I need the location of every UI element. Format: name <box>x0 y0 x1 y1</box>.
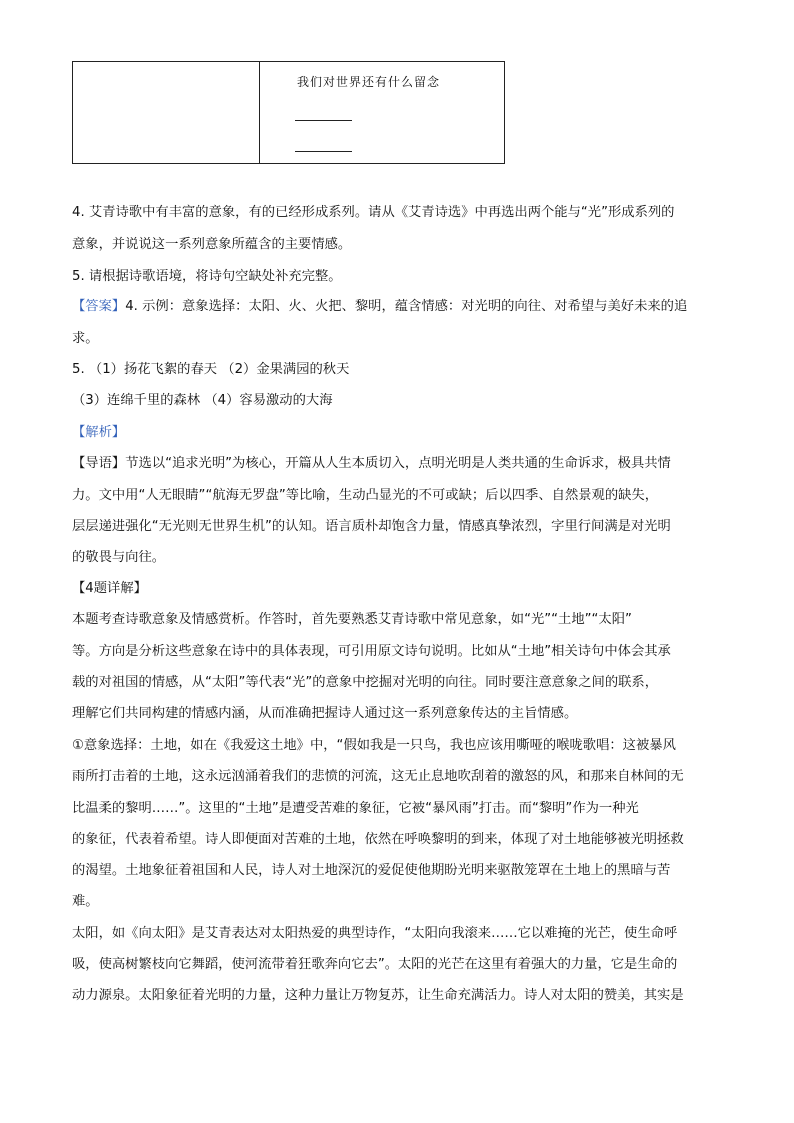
detail-4-line-1: 本题考查诗歌意象及情感赏析。作答时，首先要熟悉艾青诗歌中常见意象，如“光”“土地”“太阳” <box>72 612 632 627</box>
answer-text: 4. 示例：意象选择：太阳、火、火把、黎明，蕴含情感：对光明的向往、对希望与美好未来的追 <box>125 299 688 314</box>
poem-table <box>72 61 505 164</box>
answer-5-line-1: 5. （1）扬花飞絮的春天 （2）金果满园的秋天 <box>72 362 350 377</box>
question-4-line-1: 4. 艾青诗歌中有丰富的意象，有的已经形成系列。请从《艾青诗选》中再选出两个能与“光”形成系列的 <box>72 205 675 220</box>
sun-line-2: 吸，使高树繁枝向它舞蹈，使河流带着狂歌奔向它去”。太阳的光芒在这里有着强大的力量，它是生命的 <box>72 957 678 972</box>
guide-line-1 <box>72 455 671 473</box>
detail-4-line-2: 等。方向是分析这些意象在诗中的具体表现，可引用原文诗句说明。比如从“土地”相关诗句中体会其承 <box>72 644 671 659</box>
land-line-5: 的渴望。土地象征着祖国和人民，诗人对土地深沉的爱促使他期盼光明来驱散笼罩在土地上的黑暗与苦 <box>72 863 671 878</box>
land-line-3: 比温柔的黎明……”。这里的“土地”是遭受苦难的象征，它被“暴风雨”打击。而“黎明”作为一种光 <box>72 801 639 816</box>
detail-4-line-3: 载的对祖国的情感，从“太阳”等代表“光”的意象中挖掘对光明的向往。同时要注意意象之间的联系， <box>72 675 659 690</box>
answer-5-line-2: （3）连绵千里的森林 （4）容易激动的大海 <box>72 393 333 408</box>
land-line-6: 难。 <box>72 894 99 909</box>
land-line-4: 的象征，代表着希望。诗人即便面对苦难的土地，依然在呼唤黎明的到来，体现了对土地能够被光明拯救 <box>72 832 684 847</box>
answer-line-1 <box>72 298 687 316</box>
fill-blank-1 <box>295 120 352 121</box>
detail-4-line-4: 理解它们共同构建的情感内涵，从而准确把握诗人通过这一系列意象传达的主旨情感。 <box>72 706 578 721</box>
detail-4-heading: 【4题详解】 <box>72 581 147 596</box>
land-line-2: 雨所打击着的土地，这永远汹涌着我们的悲愤的河流，这无止息地吹刮着的激怒的风，和那来自林间的无 <box>72 769 684 784</box>
table-right-cell-text: 我们对世界还有什么留念 <box>297 75 441 89</box>
question-4-line-2: 意象，并说说这一系列意象所蕴含的主要情感。 <box>72 237 352 252</box>
sun-line-3: 动力源泉。太阳象征着光明的力量，这种力量让万物复苏，让生命充满活力。诗人对太阳的赞美，其实是 <box>72 988 684 1003</box>
analysis-heading <box>72 424 125 442</box>
analysis-tag: 【解析】 <box>72 425 126 440</box>
question-5-line-1: 5. 请根据诗歌语境，将诗句空缺处补充完整。 <box>72 269 342 284</box>
guide-line-1-text: 节选以“追求光明”为核心，开篇从人生本质切入，点明光明是人类共通的生命诉求，极具共情 <box>125 456 671 471</box>
guide-line-3: 层层递进强化“无光则无世界生机”的认知。语言质朴却饱含力量，情感真挚浓烈，字里行间满是对光明 <box>72 519 671 534</box>
guide-line-2: 力。文中用“人无眼睛”“航海无罗盘”等比喻，生动凸显光的不可或缺；后以四季、自然景观的缺失， <box>72 488 659 503</box>
fill-blank-2 <box>295 151 352 152</box>
answer-line-2: 求。 <box>72 331 99 346</box>
guide-tag: 【导语】 <box>72 456 126 471</box>
land-line-1: ①意象选择：土地，如在《我爱这土地》中，“假如我是一只鸟，我也应该用嘶哑的喉咙歌唱：这被暴风 <box>72 738 676 753</box>
sun-line-1: 太阳，如《向太阳》是艾青表达对太阳热爱的典型诗作，“太阳向我滚来……它以难掩的光芒，使生命呼 <box>72 926 678 941</box>
table-divider <box>259 62 260 163</box>
guide-line-4: 的敬畏与向往。 <box>72 550 166 565</box>
answer-tag: 【答案】 <box>72 299 126 314</box>
